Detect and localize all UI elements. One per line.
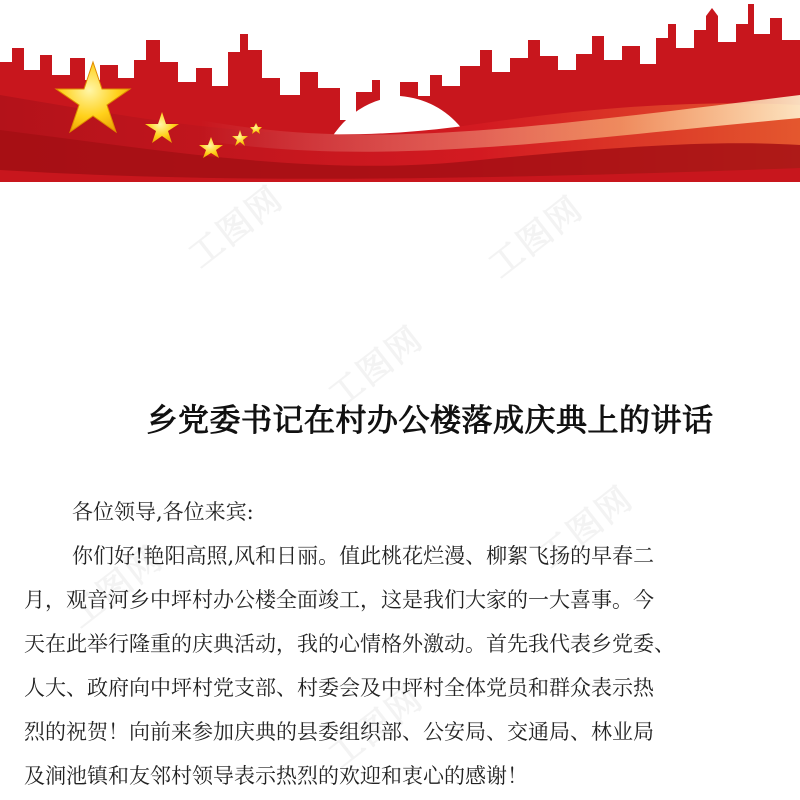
paragraph-line: 月，观音河乡中坪村办公楼全面竣工，这是我们大家的一大喜事。今: [24, 588, 654, 612]
banner-bottom-edge: [0, 182, 800, 185]
page-title: 乡党委书记在村办公楼落成庆典上的讲话: [146, 403, 714, 439]
paragraph-line: 及涧池镇和友邻村领导表示热烈的欢迎和衷心的感谢！: [24, 764, 528, 788]
paragraph-line: 人大、政府向中坪村党支部、村委会及中坪村全体党员和群众表示热: [24, 676, 654, 700]
speech-body: [24, 490, 786, 798]
paragraph-line: 烈的祝贺！向前来参加庆典的县委组织部、公安局、交通局、林业局: [24, 720, 654, 744]
header-banner: [0, 0, 800, 185]
paragraph-line: 你们好!艳阳高照,风和日丽。值此桃花烂漫、柳絮飞扬的早春二: [72, 544, 655, 568]
salutation: 各位领导,各位来宾:: [72, 500, 254, 524]
watermark: [176, 172, 291, 277]
paragraph-line: 天在此举行隆重的庆典活动，我的心情格外激动。首先我代表乡党委、: [24, 632, 675, 656]
watermark: [476, 182, 591, 287]
